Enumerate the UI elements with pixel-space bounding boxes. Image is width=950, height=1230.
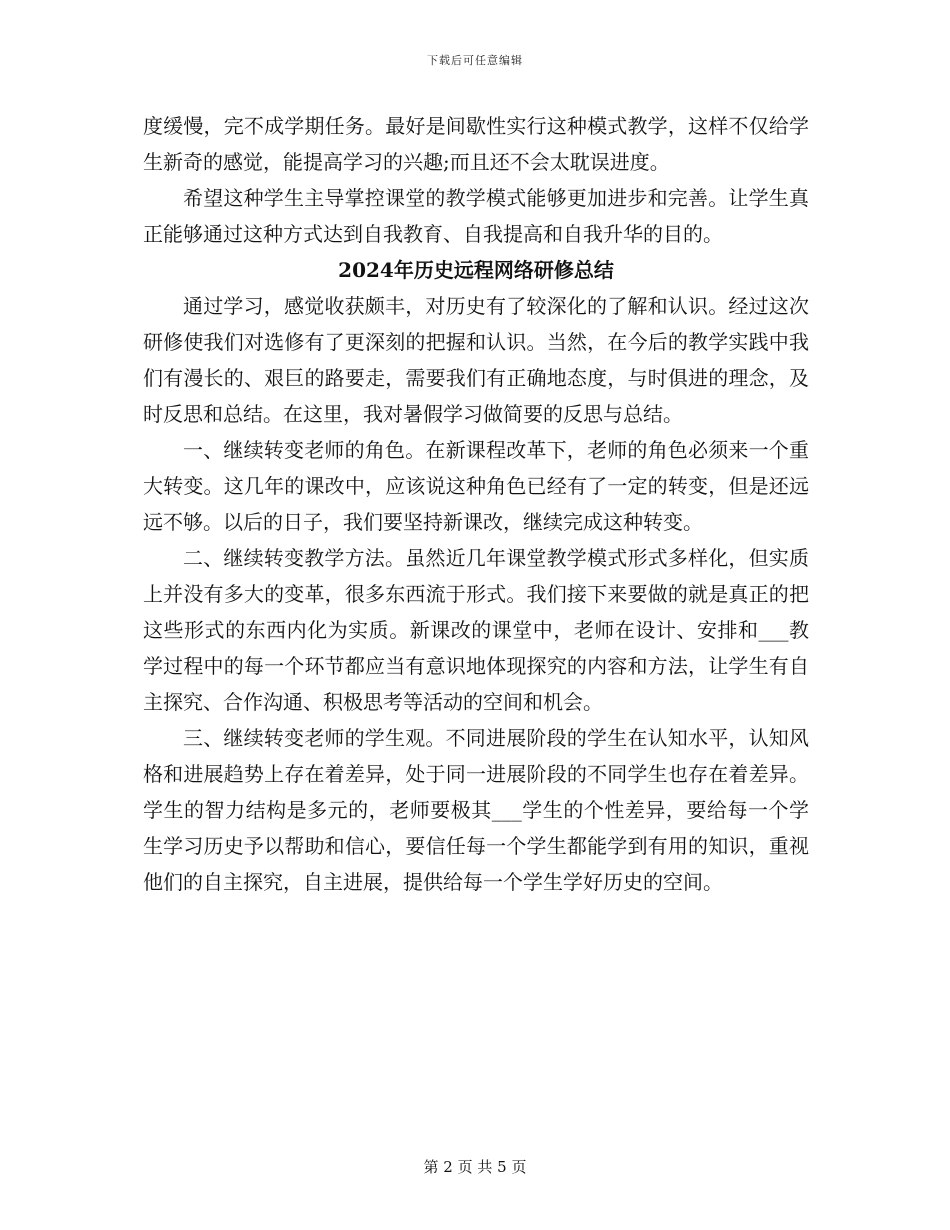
paragraph-point-one: 一、继续转变老师的角色。在新课程改革下，老师的角色必须来一个重大转变。这几年的课改中，应该说这种角色已经有了一定的转变，但是还远远不够。以后的日子，我们要坚持新课改，继续完成这种转变。 <box>143 438 809 534</box>
paragraph-intro: 通过学习，感觉收获颇丰，对历史有了较深化的了解和认识。经过这次研修使我们对选修有了更深刻的把握和认识。当然，在今后的教学实践中我们有漫长的、艰巨的路要走，需要我们有正确地态度，与时俱进的理念，及时反思和总结。在这里，我对暑假学习做简要的反思与总结。 <box>143 294 809 426</box>
paragraph-hope: 希望这种学生主导掌控课堂的教学模式能够更加进步和完善。让学生真正能够通过这种方式达到自我教育、自我提高和自我升华的目的。 <box>143 186 809 246</box>
paragraph-point-two: 二、继续转变教学方法。虽然近几年课堂教学模式形式多样化，但实质上并没有多大的变革，很多东西流于形式。我们接下来要做的就是真正的把这些形式的东西内化为实质。新课改的课堂中，老师在设计、安排和___教学过程中的每一个环节都应当有意识地体现探究的内容和方法，让学生有自主探究、合作沟通、积极思考等活动的空间和机会。 <box>143 546 809 714</box>
header-note: 下载后可任意编辑 <box>427 54 523 67</box>
page-number: 第 2 页 共 5 页 <box>423 1158 527 1176</box>
paragraph-point-three: 三、继续转变老师的学生观。不同进展阶段的学生在认知水平，认知风格和进展趋势上存在着差异，处于同一进展阶段的不同学生也存在着差异。学生的智力结构是多元的，老师要极其___学生的个性差异，要给每一个学生学习历史予以帮助和信心，要信任每一个学生都能学到有用的知识，重视他们的自主探究，自主进展，提供给每一个学生学好历史的空间。 <box>143 726 809 894</box>
section-title: 2024年历史远程网络研修总结 <box>338 258 614 282</box>
paragraph-continuation: 度缓慢，完不成学期任务。最好是间歇性实行这种模式教学，这样不仅给学生新奇的感觉，能提高学习的兴趣;而且还不会太耽误进度。 <box>143 114 809 174</box>
document-body <box>143 108 809 900</box>
